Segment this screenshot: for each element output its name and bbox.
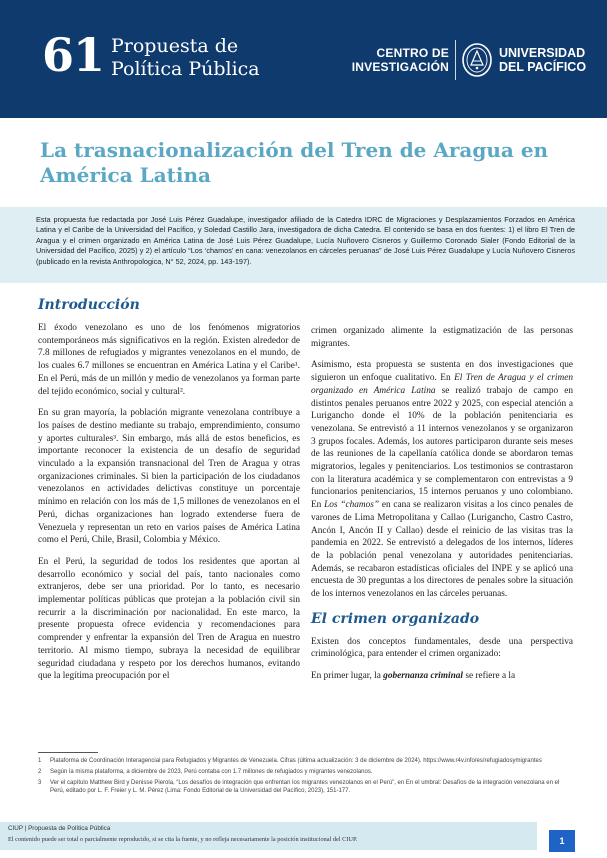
page-footer	[0, 822, 537, 850]
gobernanza-criminal-term: gobernanza criminal	[383, 671, 463, 682]
crimen-text-end: se refiere a la	[463, 671, 516, 682]
page-header	[0, 0, 607, 118]
footnote-number: 2	[38, 769, 42, 775]
methodology-text-start: Asimismo, esta propuesta se sustenta en dos investigaciones que siguieron un enfoque cualitativo. En	[311, 360, 573, 384]
centro-investigacion-label	[349, 46, 449, 74]
university-line1: UNIVERSIDAD	[499, 46, 586, 60]
left-column	[38, 296, 300, 692]
article-title-reference: Los “chamos”	[324, 500, 380, 511]
footnote-divider	[38, 752, 98, 753]
series-title-line2: Política Pública	[111, 58, 260, 80]
centro-line2: INVESTIGACIÓN	[351, 60, 449, 74]
university-name	[499, 46, 586, 74]
series-title	[111, 35, 291, 81]
document-title: La trasnacionalización del Tren de Aragua en América Latina	[40, 138, 549, 187]
footnote-text: Plataforma de Coordinación Interagencial para Refugiados y Migrantes de Venezuela. Cifras (última actualización: 3 de diciembre de 2024). https://www.r4v.info/es/refugiadosymigrantes	[50, 758, 542, 764]
section-heading-introduccion: Introducción	[38, 297, 140, 313]
crimen-text-start: En primer lugar, la	[311, 671, 384, 682]
footnote	[38, 768, 574, 776]
crimen-paragraph-1: Existen dos conceptos fundamentales, desde una perspectiva criminológica, para entender el crimen organizado:	[311, 636, 573, 660]
footer-disclaimer: El contenido puede ser total o parcialmente reproducido, si se cita la fuente, y no refleja necesariamente la posición institucional del CIUP.	[8, 836, 358, 843]
footnote-text: Según la misma plataforma, a diciembre de 2023, Perú contaba con 1.7 millones de refugiados y migrantes venezolanos.	[50, 769, 373, 775]
footnote	[38, 757, 574, 765]
methodology-text-mid: se realizó trabajo de campo en distintos penales peruanos entre 2022 y 2025, con especial atención a Lurigancho donde el 10% de la población penitenciaria es venezolana. Se entrevistó a 11 internos venezolanos y se organizaron 3 grupos focales. Además, los autores participaron durante seis meses de las reuniones de la capellanía católica donde se abordaron temas migratorios, legales y penitenciarios. Los testimonios se contrastaron con la literatura académica y se complementaron con entrevistas a 9 funcionarios penitenciarios, 15 internos peruanos y uno colombiano. En	[311, 385, 574, 511]
university-seal-icon	[460, 42, 494, 78]
page-number: 1	[549, 830, 575, 852]
right-column	[311, 325, 573, 692]
authorship-info-box: Esta propuesta fue redactada por José Luis Pérez Guadalupe, investigador afiliado de la Catedra IDRC de Migraciones y Desplazamientos Forzados en América Latina y el Caribe de la Universidad del Pacífico, y Soledad Castillo Jara, investigadora de dicha Catedra. El contenido se basa en dos fuentes: 1) el libro El Tren de Aragua y el crimen organizado en América Latina de José Luis Pérez Guadalupe, Lucía Nuñovero Cisneros y Guillermo Coronado Sialer (Fondo Editorial de la Universidad del Pacífico, 2025) y 2) el artículo “Los ‘chamos’ en cana: venezolanos en cárceles peruanas” de José Luis Pérez Guadalupe y Lucía Nuñovero Cisneros (publicado en la revista Anthropologica, N° 52, 2024, pp. 143-197).	[0, 207, 607, 283]
methodology-text-end: en cana se realizaron visitas a los cinco penales de varones de Lima Metropolitana y Callao (Lurigancho, Castro Castro, Ancón I, Ancón II y Callao) desde el reinicio de las visitas tras la pandemia en 2022. Se entrevistó a delegados de los internos, líderes de la población penal venezolana y autoridades penitenciarias. Además, se recabaron estadísticas oficiales del INPE y se aplicó una encuesta de 30 preguntas a los directores de penales sobre la situación de los internos venezolanos en las cárceles peruanas.	[311, 500, 573, 600]
intro-paragraph-3: En el Perú, la seguridad de todos los residentes que aportan al desarrollo económico y social del país, tanto nacionales como extranjeros, debe ser una prioridad. Por lo tanto, es necesario implementar políticas públicas que protejan a la población civil sin recurrir a la discriminación por nacionalidad. En este marco, la presente propuesta ofrece evidencia y recomendaciones para comprender y enfrentar la expansión del Tren de Aragua en nuestro territorio. Al mismo tiempo, subraya la necesidad de equilibrar seguridad ciudadana y respeto por los derechos humanos, evitando que la legítima preocupación por el	[38, 556, 300, 682]
crimen-paragraph-2	[311, 670, 573, 683]
methodology-paragraph	[311, 359, 573, 600]
intro-paragraph-1: El éxodo venezolano es uno de los fenómenos migratorios contemporáneos más significativos en la región. Existen alrededor de 7.8 millones de refugiados y migrantes venezolanos en el mundo, de los cuales 6.7 millones se encuentran en América Latina y el Caribe¹. En el Perú, más de un millón y medio de venezolanos ya forman parte del tejido económico, social y cultural².	[38, 323, 300, 397]
centro-line1: CENTRO DE	[376, 46, 449, 60]
series-title-line1: Propuesta de	[111, 35, 239, 57]
footnote-number: 1	[38, 758, 42, 764]
footnotes	[38, 757, 574, 798]
section-heading-crimen-organizado: El crimen organizado	[311, 610, 480, 627]
intro-paragraph-3-continued: crimen organizado alimente la estigmatización de las personas migrantes.	[311, 326, 573, 349]
university-line2: DEL PACÍFICO	[499, 60, 587, 74]
footnote-number: 3	[38, 780, 42, 786]
intro-paragraph-2: En su gran mayoría, la población migrante venezolana contribuye a los países de destino mediante su trabajo, emprendimiento, consumo y aportes culturales³. Sin embargo, más allá de estos beneficios, es importante reconocer la existencia de un desafío de seguridad vinculado a la expansión transnacional del Tren de Aragua y otras organizaciones criminales. Si bien la participación de los ciudadanos venezolanos en actividades delictivas constituye un porcentaje mínimo en relación con los más de 1,5 millones de venezolanos en el Perú, dichas organizaciones han logrado extenderse fuera de Venezuela y representan un reto en varios países de América Latina como el Perú, Chile, Brasil, Colombia y México.	[38, 408, 300, 546]
footer-series-label: CIUP | Propuesta de Política Pública	[8, 825, 111, 832]
issue-number: 61	[42, 28, 105, 82]
header-divider	[455, 40, 456, 80]
book-title-reference: El Tren de Aragua y el crimen organizado en América Latina	[311, 373, 574, 396]
footnote	[38, 779, 574, 795]
footnote-text: Ver el capítulo Matthew Bird y Denisse Pierola, “Los desafíos de integración que enfrentan los migrantes venezolanos en el Perú”, en En el umbral: Desafíos de la integración venezolana en el Perú, editado por L. F. Freier y L. M. Pérez (Lima: Fondo Editorial de la Universidad del Pacífico, 2023), 151-177.	[50, 780, 560, 794]
